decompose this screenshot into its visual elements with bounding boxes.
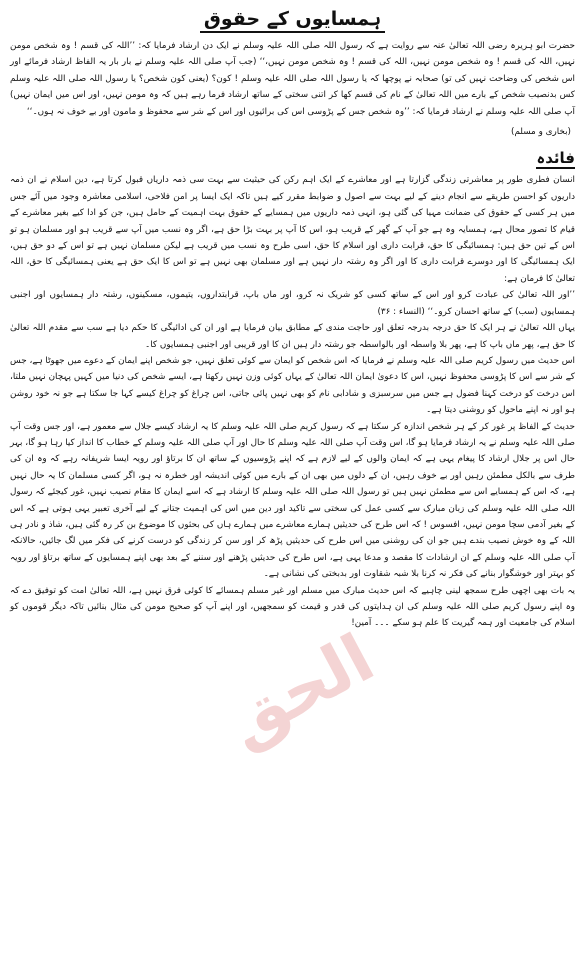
paragraph-5: حدیث کے الفاظ پر غور کر کے ہر شخص اندازہ کر سکتا ہے کہ رسول کریم صلی اللہ علیہ وسلم کا یہ ارشاد کیسے جلال سے معمور ہے، اور جس وقت آپ صلی اللہ علیہ وسلم نے یہ ارشاد فرمایا ہو گا، اس وقت آپ صلی اللہ علیہ وسلم کا حال اور آپ صلی اللہ علیہ وسلم کے خطاب کا انداز کیا رہا ہو گا، بہر حال اس پر جلال ارشاد کا پیغام یہی ہے کہ ایمان والوں کے لیے لازم ہے کہ اپنے پڑوسیوں کے ساتھ ان کا برتاؤ اور رویہ ایسا شریفانہ رہے کہ وہ ان کی طرف سے بالکل مطمئن رہیں اور بے خوف رہیں، ان کے دلوں میں بھی ان کے بارے میں کوئی اندیشہ اور خطرہ نہ ہو، اگر کسی مسلمان کا یہ حال نہیں ہے، کہ اس کے ہمسایے اس سے مطمئن نہیں ہیں تو رسول اللہ صلی اللہ علیہ وسلم کا ارشاد ہے کہ اسے ایمان کا مقام نصیب نہیں، غور کیجئے کہ رسول اللہ صلی اللہ علیہ وسلم کی زبان مبارک سے کسی عمل کی سختی سے تاکید اور دین میں اس کی اہمیت جتانے کے لیے آخری تعبیر یہی ہوتی ہے کہ اس کے بغیر آدمی سچا مومن نہیں، افسوس ! کہ اس طرح کی حدیثیں ہمارے معاشرے میں ہمارے ہاں کی بحثوں کا موضوع بن کر رہ گئی ہیں، شاذ و نادر ہی اللہ کے وہ خوش نصیب بندے ہیں جو ان کی روشنی میں اس طرح کی حدیثیں پڑھ کر اور سن کر زندگی کو درست کرنے کی فکر میں لگ جائیں، حالانکہ آپ صلی اللہ علیہ وسلم کے ان ارشادات کا مقصد و مدعا یہی ہے، اس طرح کی حدیثیں پڑھنے اور سننے کے بعد بھی اپنے ہمسایوں کے ساتھ برتاؤ اور رویہ کو بہتر اور خوشگوار بنانے کی فکر نہ کرنا بلا شبہ شقاوت اور بدبختی کی نشانی ہے۔ xyxy=(10,421,575,580)
paragraph-3: یہاں اللہ تعالیٰ نے ہر ایک کا حق درجہ بدرجہ تعلق اور حاجت مندی کے مطابق بیان فرمایا ہے اور ان کی ادائیگی کا حکم دیا ہے سب سے مقدم اللہ تعالیٰ کا حق ہے، پھر ماں باپ کا ہے، پھر بلا واسطہ اور بالواسطہ جو رشتہ دار ہیں ان کا اور قریبی اور اجنبی ہمسایوں کا۔ xyxy=(10,323,575,350)
section-heading-text: فائدہ xyxy=(536,149,575,168)
section-heading xyxy=(10,146,575,170)
hadith-text: حضرت ابو ہریرہ رضی اللہ تعالیٰ عنہ سے روایت ہے کہ رسول اللہ صلی اللہ علیہ وسلم نے ایک دن ارشاد فرمایا کہ: ’’اللہ کی قسم ! وہ شخص مومن نہیں، اللہ کی قسم ! وہ شخص مومن نہیں، اللہ کی قسم ! وہ شخص مومن نہیں،‘‘ (جب آپ صلی اللہ علیہ وسلم نے بار بار یہ الفاظ ارشاد فرمائے اور اس شخص کی وضاحت نہیں کی تو) صحابہ نے پوچھا کہ یا رسول اللہ صلی اللہ علیہ وسلم ! کون؟ (یعنی کون شخص؟ یا رسول اللہ صلی اللہ علیہ وسلم کس بدنصیب شخص کے بارے میں اللہ تعالیٰ کے نام کی قسم کھا کر اتنی سختی کے ساتھ ارشاد فرما رہے ہیں کہ وہ مومن نہیں، اور اس میں ایمان نہیں) آپ صلی اللہ علیہ وسلم نے ارشاد فرمایا کہ: ’’وہ شخص جس کے پڑوسی اس کی برائیوں اور اس کے شر سے محفوظ و مامون اور بے خوف نہ ہوں۔‘‘ xyxy=(10,41,575,117)
hadith-source: (بخاری و مسلم) xyxy=(511,127,571,138)
paragraph-4: اس حدیث میں رسول کریم صلی اللہ علیہ وسلم نے فرمایا کہ اس شخص کو ایمان سے کوئی تعلق نہیں، جو شخص اپنے ایمان کے دعوے میں جھوٹا ہے، جس کے شر سے اس کا پڑوسی محفوظ نہیں، اس کا دعویٰ ایمان اللہ تعالیٰ کے یہاں کوئی وزن نہیں رکھتا ہے، ایسے شخص کی دنیا میں کہیں پہچان نہیں ملتا، اس درخت کو درخت کہنا فضول ہے جس میں سرسبزی و شادابی نام کو بھی نہیں پائی جاتی، اس چراغ کو چراغ کیسے کہا جا سکتا ہے جو نہ خود روشن ہو اور نہ اپنے ماحول کو روشنی دیتا ہے۔ xyxy=(10,355,575,416)
quran-quote: ’’اور اللہ تعالیٰ کی عبادت کرو اور اس کے ساتھ کسی کو شریک نہ کرو، اور ماں باپ، قرابتداروں، یتیموں، مسکینوں، رشتہ دار ہمسایوں اور اجنبی ہمسایوں (سب) کے ساتھ احسان کرو۔‘‘ (النساء : ۳۶) xyxy=(10,290,575,317)
title-text: ہمسایوں کے حقوق xyxy=(200,8,385,33)
paragraph-1: انسان فطری طور پر معاشرتی زندگی گزارتا ہے اور معاشرے کے ایک اہم رکن کی حیثیت سے بہت سی ذمہ داریاں قبول کرتا ہے، دین اسلام نے ان ذمہ داریوں کو احسن طریقے سے انجام دینے کے لیے بہت سے اصول و ضوابط مقرر کیے ہیں تاکہ ایک ایسا پر امن فلاحی، اسلامی معاشرہ وجود میں آئے جس میں ہر کسی کے حقوق کی ضمانت مہیا کی گئی ہو، انہی ذمہ داریوں میں ہمسایے کے حقوق بہت اہمیت کے حامل ہیں، جن کو ادا کیے بغیر معاشرے کے قیام کا تصور محال ہے، ہمسایہ وہ ہے جو آپ کے گھر کے قریب ہو، اس کا آپ پر بہت بڑا حق ہے، اگر وہ نسب میں آپ سے قریب ہو اور مسلمان ہو تو اس کے تین حق ہیں: ہمسائیگی کا حق، قرابت داری اور اسلام کا حق، اسی طرح وہ نسب میں قریب ہے لیکن مسلمان نہیں ہے تو اس کے دو حق ہیں، ایک ہمسائیگی کا اور دوسرے قرابت داری کا اور اگر وہ رشتہ دار نہیں ہے اور مسلمان بھی نہیں ہے تو اس کا ایک حق ہے یعنی ہمسائیگی کا حق، اللہ تعالیٰ کا فرمان ہے: xyxy=(10,175,575,284)
watermark: الحق xyxy=(213,619,387,760)
paragraph-6: یہ بات بھی اچھی طرح سمجھ لینی چاہیے کہ اس حدیث مبارک میں مسلم اور غیر مسلم ہمسائے کا کوئی فرق نہیں ہے، اللہ تعالیٰ امت کو توفیق دے کہ وہ اپنے رسول کریم صلی اللہ علیہ وسلم کی ان ہدایتوں کی قدر و قیمت کو سمجھیں، اور اپنے آپ کو صحیح مومن کی مثال بنائیں تاکہ دیگر قوموں کو اسلام کی جامعیت اور ہمہ گیریت کا علم ہو سکے ۔۔۔ آمین! xyxy=(10,585,575,629)
page-title xyxy=(10,6,575,32)
